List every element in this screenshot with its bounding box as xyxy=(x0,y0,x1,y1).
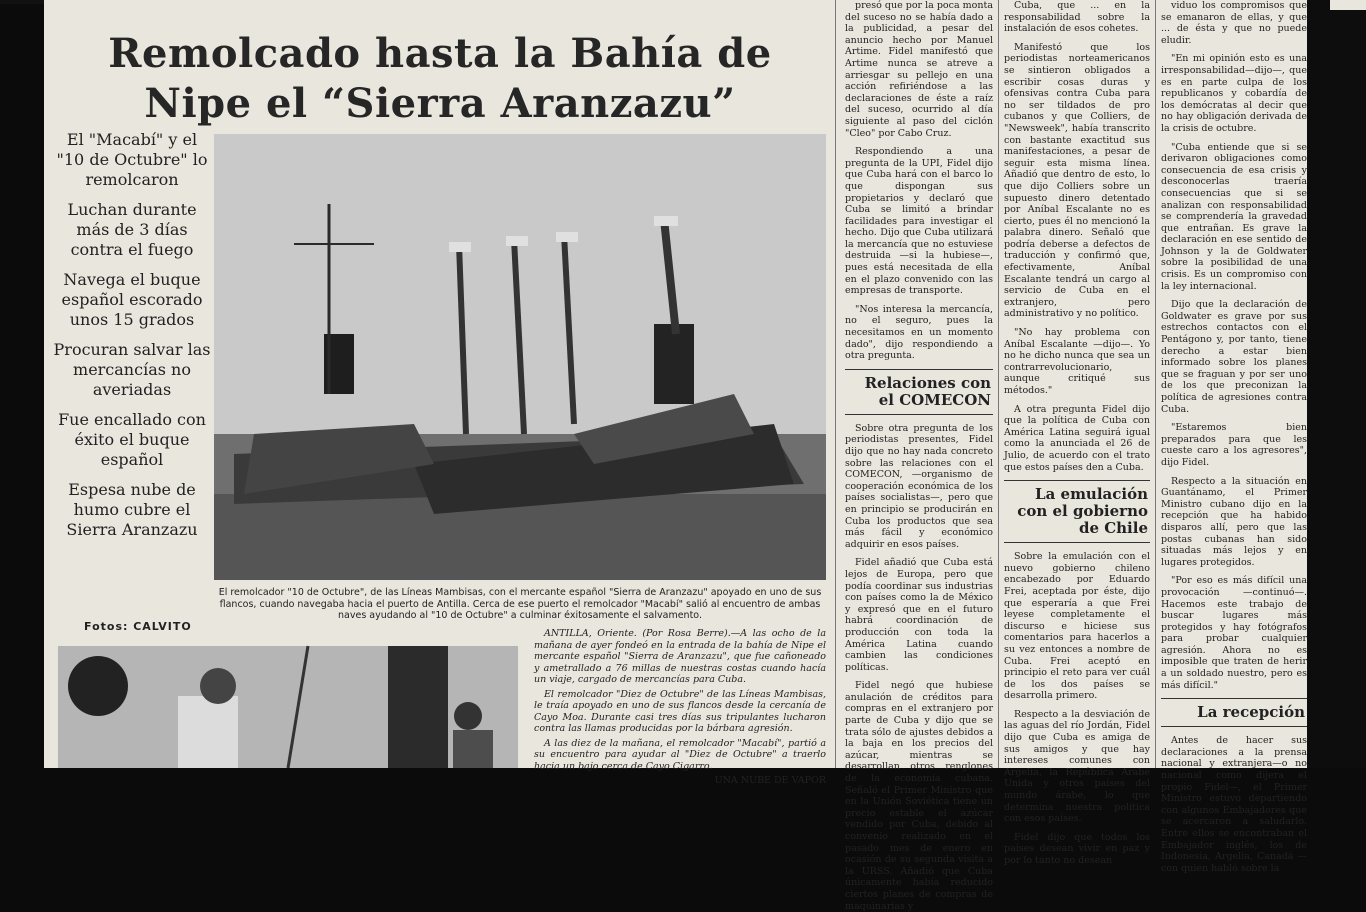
section-head-comecon: Relaciones con el COMECON xyxy=(845,369,993,415)
col-a-para-2: Respondiendo a una pregunta de la UPI, Fidel dijo que Cuba hará con el barco lo que dispongan sus propietarios y declaró que Cuba se limitó a brindar facilidades para investigar el hecho. Dijo que Cuba utilizará la mercancía que no estuviese destruida —si la hubiese—, pues está necesitada de ella en el plazo convenido con las empresas de transporte. xyxy=(845,146,993,297)
text-column-b xyxy=(1004,0,1150,866)
lead-subhead: UNA NUBE DE VAPOR xyxy=(714,775,826,786)
page-right-edge xyxy=(1307,0,1366,768)
column-rule-3 xyxy=(1155,0,1156,768)
subheads-column xyxy=(52,130,212,550)
col-b-para-1: Cuba, que ... en la responsabilidad sobre la instalación de esos cohetes. xyxy=(1004,0,1150,35)
photo-caption: El remolcador "10 de Octubre", de las Líneas Mambisas, con el mercante español "Sierra de Aranzazu" apoyado en uno de sus flancos, cuando navegaba hacia el puerto de Antilla. Cerca de ese puerto el remolcador "Macabí" salió al encuentro de ambas naves ayudando al "10 de Octubre" a culminar éxitosamente el salvamento. xyxy=(218,587,822,621)
col-a-para-1: presó que por la poca monta del suceso no se había dado a la publicidad, a pesar del anuncio hecho por Manuel Artime. Fidel manifestó que Artime nunca se atreve a arriesgar su pellejo en una acción refiriéndose a las declaraciones de éste a raíz del suceso, ocurrido al día siguiente al paso del ciclón "Cleo" por Cabo Cruz. xyxy=(845,0,993,139)
subhead-2: Luchan durante más de 3 días contra el fuego xyxy=(67,200,197,259)
subhead-5: Fue encallado con éxito el buque español xyxy=(58,410,206,469)
col-b-para-2: Manifestó que los periodistas norteamericanos se sintieron obligados a escribir cosas duras y ofensivas contra Cuba para no ser tildados de pro cubanos y que Colliers, de "Newsweek", había transcrito con bastante exactitud sus manifestaciones, a pesar de seguir esta misma línea. Añadió que dentro de esto, lo que dijo Colliers sobre un supuesto dinero detentado por Aníbal Escalante no es cierto, pues él no mencionó la palabra dinero. Señaló que podría deberse a defectos de traducción y confirmó que, efectivamente, Aníbal Escalante tendrá un cargo al servicio de Cuba en el extranjero, pero administrativo y no político. xyxy=(1004,41,1150,320)
column-rule-1 xyxy=(835,0,836,768)
lead-paragraph-1: ANTILLA, Oriente. (Por Rosa Berre).—A las ocho de la mañana de ayer fondeó en la entrada de la bahía de Nipe el mercante español "Sierra de Aranzazu", que fue cañoneado y ametrallado a 76 millas de nuestras costas cuando hacía un viaje, cargado de mercancías para Cuba. xyxy=(534,628,826,685)
col-c-para-8: Antes de hacer sus declaraciones a la prensa nacional y extranjera—o no nacional como dijera el propio Fidel—, el Primer Ministro estuvo departiendo con algunos Embajadores que se acercaron a saludarlo. Entre ellos se encontraban el Embajador inglés, los de Indonesia, Argelia, Canadá —con quien habló sobre la xyxy=(1161,735,1307,874)
col-a-para-3: "Nos interesa la mercancía, no el seguro, pues la necesitamos en un momento dado", dijo respondiendo a otra pregunta. xyxy=(845,303,993,362)
col-c-para-2: "En mi opinión esto es una irresponsabilidad—dijo—, que es en parte culpa de los republicanos y cobardía de los demócratas al decir que no hay obligación derivada de la crisis de octubre. xyxy=(1161,53,1307,134)
text-column-a xyxy=(845,0,993,912)
ship-illustration xyxy=(214,134,826,580)
col-c-para-7: "Por eso es más difícil una provocación —continuó—. Hacemos este trabajo de buscar lugares más protegidos y hay fotógrafos para probar cualquier agresión. Ahora no es imposible que traten de herir a un soldado nuestro, pero es más difícil." xyxy=(1161,575,1307,691)
col-b-para-7: Fidel dijo que todos los países desean vivir en paz y por lo tanto no desean xyxy=(1004,831,1150,866)
subhead-6: Espesa nube de humo cubre el Sierra Aranzazu xyxy=(66,480,198,539)
subhead-1: El "Macabí" y el "10 de Octubre" lo remolcaron xyxy=(56,130,208,189)
col-c-para-6: Respecto a la situación en Guantánamo, el Primer Ministro cubano dijo en la recepción que ha habido disparos allí, pero que las postas cubanas han sido situadas más lejos y en lugares protegidos. xyxy=(1161,475,1307,568)
crew-photo xyxy=(58,646,518,768)
subhead-4: Procuran salvar las mercancías no averiadas xyxy=(53,340,211,399)
col-a-para-6: Fidel negó que hubiese anulación de créditos para compras en el extranjero por parte de Cuba y dijo que se trata sólo de ajustes debidos a la baja en los precios del azúcar, mientras se desarrollan otros renglones de la economía cubana. Señaló el Primer Ministro que en la Unión Soviética tiene un precio estable el azúcar vendido por Cuba, debido al convenio realizado en el pasado mes de enero en ocasión de su segunda visita a la URSS. Añadió que Cuba únicamente había reducido ciertos planes de compras de maquinarias y xyxy=(845,680,993,912)
col-c-para-1: viduo los compromisos que se emanaron de ellas, y que ... de ésta y que no puede eludir. xyxy=(1161,0,1307,46)
lead-paragraph-3: A las diez de la mañana, el remolcador "Macabí", partió a su encuentro para ayudar al "Diez de Octubre" a traerlo hacia un bajo cerca de Cayo Cigarro. xyxy=(534,737,826,772)
subhead-3: Navega el buque español escorado unos 15 grados xyxy=(61,270,203,329)
crew-illustration xyxy=(58,646,518,768)
col-a-para-5: Fidel añadió que Cuba está lejos de Europa, pero que podía coordinar sus industrias con países como la de México y expresó que en el futuro habrá coordinación de producción con toda la América Latina cuando cambien las condiciones políticas. xyxy=(845,557,993,673)
col-c-para-5: "Estaremos bien preparados para que les cueste caro a los agresores", dijo Fidel. xyxy=(1161,422,1307,468)
col-b-para-4: A otra pregunta Fidel dijo que la política de Cuba con América Latina seguirá igual como la anunciada el 26 de Julio, de acuerdo con el trato que estos países den a Cuba. xyxy=(1004,403,1150,473)
text-column-c xyxy=(1161,0,1307,874)
lead-paragraph-2: El remolcador "Diez de Octubre" de las Líneas Mambisas, le traía apoyado en uno de sus flancos desde la cercanía de Cayo Moa. Durante casi tres días sus tripulantes lucharon contra las llamas producidas por la bárbara agresión. xyxy=(534,688,826,734)
col-b-para-6: Respecto a la desviación de las aguas del río Jordán, Fidel dijo que Cuba es amiga de sus amigos y que hay intereses comunes con Argelia, la República Arabe Unida y otros países del mundo árabe, lo que determina nuestra política con esos países. xyxy=(1004,708,1150,825)
col-a-para-4: Sobre otra pregunta de los periodistas presentes, Fidel dijo que no hay nada concreto sobre las relaciones con el COMECON, —organismo de cooperación económica de los países socialistas—, pero que en principio se producirán en Cuba los productos que sea más fácil y económico adquirir en esos países. xyxy=(845,422,993,550)
col-b-para-3: "No hay problema con Aníbal Escalante —dijo—. Yo no he dicho nunca que sea un contrarrevolucionario, aunque critiqué sus métodos." xyxy=(1004,327,1150,396)
section-head-recepcion: La recepción xyxy=(1161,698,1307,727)
col-c-para-4: Dijo que la declaración de Goldwater es grave por sus estrechos contactos con el Pentágono y, por tanto, tiene derecho a estar bien informado sobre los planes que se fraguan y por ser uno de los que preconizan la política de agresiones contra Cuba. xyxy=(1161,299,1307,415)
photo-credit: Fotos: CALVITO xyxy=(84,620,192,633)
page-corner-tear xyxy=(1330,0,1366,10)
col-b-para-5: Sobre la emulación con el nuevo gobierno chileno encabezado por Eduardo Frei, aceptada por éste, dijo que esperaría a que Frei leyese completamente el discurso e hiciese sus comentarios para hacerlos a su vez entonces a nombre de Cuba. Frei aceptó en principio el reto para ver cuál de los dos países se desarrolla primero. xyxy=(1004,551,1150,702)
col-c-para-3: "Cuba entiende que si se derivaron obligaciones como consecuencia de esa crisis y desconocerlas traería consecuencias que si se analizan con responsabilidad se comprendería la gravedad que entrañan. Es grave la declaración en ese sentido de Johnson y la de Goldwater sobre la posibilidad de una crisis. Es un compromiso con la ley internacional. xyxy=(1161,141,1307,292)
column-rule-2 xyxy=(998,0,999,768)
section-head-chile: La emulación con el gobierno de Chile xyxy=(1004,480,1150,543)
article-lead xyxy=(534,628,826,790)
ship-photo xyxy=(214,134,826,580)
main-headline: Remolcado hasta la Bahía de Nipe el “Sierra Aranzazu” xyxy=(108,29,772,127)
